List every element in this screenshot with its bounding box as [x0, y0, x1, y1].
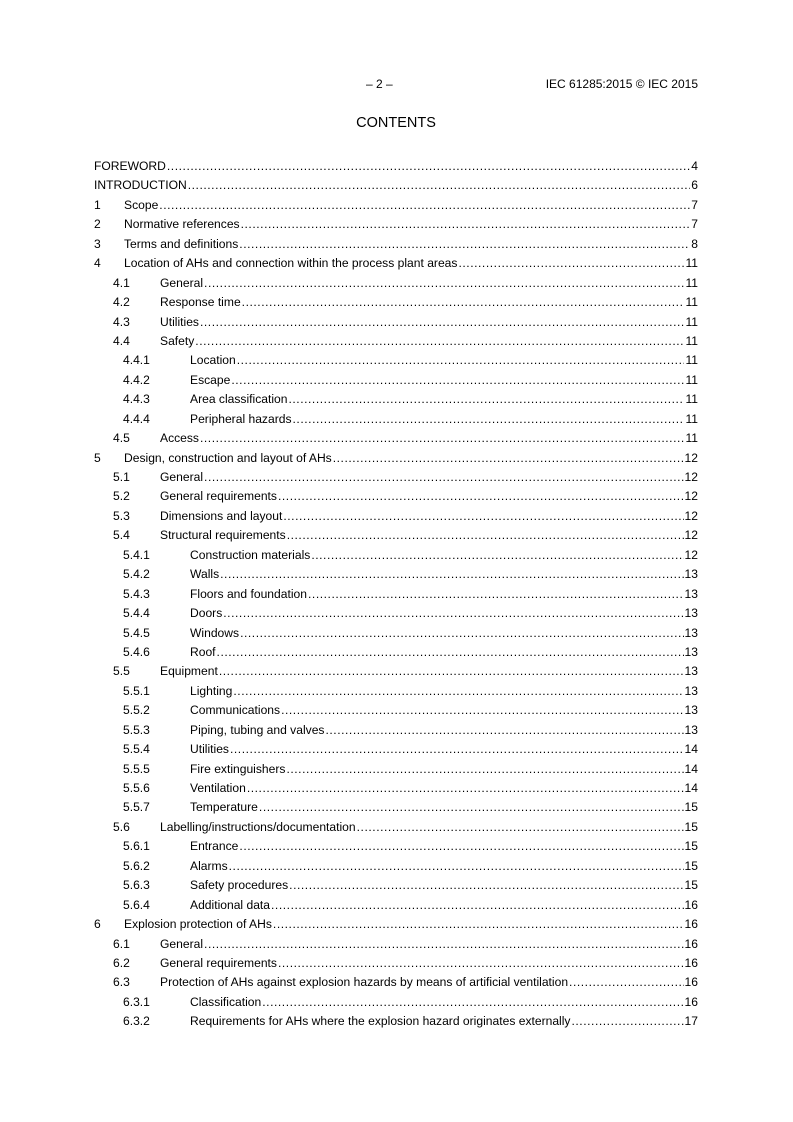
toc-entry[interactable] — [94, 429, 698, 448]
toc-entry-number: 6.3 — [113, 975, 130, 990]
toc-entry-page: 16 — [684, 897, 698, 912]
toc-entry-number: 5.4.6 — [123, 644, 150, 659]
toc-entry-title: General requirements — [160, 489, 277, 504]
toc-entry-number: 5.4.3 — [123, 586, 150, 601]
toc-entry-line — [124, 254, 698, 273]
toc-entry[interactable] — [94, 293, 698, 312]
dot-leader — [200, 313, 684, 332]
toc-entry-line — [160, 429, 698, 448]
toc-entry-number: 5.4.1 — [123, 547, 150, 562]
toc-entry-number: 2 — [94, 217, 101, 232]
toc-entry-page: 11 — [685, 431, 698, 446]
toc-entry-page: 13 — [684, 644, 698, 659]
dot-leader — [204, 468, 684, 487]
toc-entry[interactable] — [94, 351, 698, 370]
toc-entry-line — [190, 779, 698, 798]
toc-entry-page: 16 — [684, 994, 698, 1009]
toc-entry-line — [190, 701, 698, 720]
toc-entry-title: Explosion protection of AHs — [124, 917, 272, 932]
dot-leader — [188, 176, 691, 195]
toc-entry-title: Scope — [124, 197, 159, 212]
toc-entry-line — [160, 526, 698, 545]
toc-entry-number: 5.3 — [113, 508, 130, 523]
toc-entry-line — [160, 487, 698, 506]
toc-entry-number: 5.6 — [113, 819, 130, 834]
toc-entry-title: Utilities — [190, 742, 229, 757]
toc-entry-title: Structural requirements — [160, 528, 286, 543]
toc-entry-page: 13 — [684, 722, 698, 737]
toc-entry-line — [124, 449, 698, 468]
toc-entry[interactable] — [94, 643, 698, 662]
toc-entry-line — [190, 760, 698, 779]
toc-entry-title: Windows — [190, 625, 240, 640]
toc-entry-line — [160, 332, 698, 351]
toc-entry-line — [190, 798, 698, 817]
toc-entry[interactable] — [94, 779, 698, 798]
toc-entry-page: 8 — [691, 236, 698, 251]
toc-entry-page: 11 — [685, 295, 698, 310]
toc-entry[interactable] — [94, 176, 698, 195]
toc-entry-number: 6.3.1 — [123, 994, 150, 1009]
toc-entry-page: 4 — [691, 159, 698, 173]
toc-entry-title: Location of AHs and connection within the process plant areas — [124, 256, 458, 271]
toc-entry[interactable] — [94, 390, 698, 409]
toc-entry[interactable] — [94, 468, 698, 487]
toc-entry-page: 12 — [684, 450, 698, 465]
toc-entry-number: 4.2 — [113, 295, 130, 310]
toc-entry-page: 12 — [684, 470, 698, 484]
dot-leader — [167, 157, 690, 176]
dot-leader — [357, 818, 684, 837]
toc-entry-line — [190, 721, 698, 740]
toc-entry-line — [190, 837, 698, 856]
toc-entry-line — [160, 662, 698, 681]
dot-leader — [311, 546, 683, 565]
dot-leader — [230, 740, 684, 759]
dot-leader — [569, 973, 684, 992]
toc-entry-title: Location — [190, 353, 236, 368]
toc-entry-page: 12 — [684, 489, 698, 504]
dot-leader — [223, 604, 683, 623]
toc-entry-number: 6.1 — [113, 936, 130, 951]
dot-leader — [286, 760, 683, 779]
toc-entry-number: 5.6.4 — [123, 897, 150, 912]
toc-entry-title: General — [160, 936, 204, 951]
toc-entry-page: 7 — [691, 217, 698, 232]
toc-entry-title: Roof — [190, 644, 216, 659]
toc-entry[interactable] — [94, 1012, 698, 1031]
toc-entry-title: Normative references — [124, 217, 240, 232]
toc-entry-line — [124, 915, 698, 934]
toc-entry-page: 13 — [684, 683, 698, 698]
toc-entry[interactable] — [94, 487, 698, 506]
toc-entry-number: 1 — [94, 197, 101, 212]
toc-entry-title: Equipment — [160, 664, 218, 679]
toc-entry-page: 12 — [684, 547, 698, 562]
dot-leader — [229, 857, 684, 876]
toc-entry-page: 13 — [684, 703, 698, 718]
toc-entry-title: Safety procedures — [190, 878, 289, 893]
toc-entry-title: Floors and foundation — [190, 586, 307, 601]
toc-entry-page: 13 — [684, 625, 698, 640]
toc-entry-page: 16 — [684, 936, 698, 951]
toc-entry[interactable] — [94, 215, 698, 234]
toc-entry-page: 15 — [684, 839, 698, 854]
toc-entry-title: FOREWORD — [94, 159, 166, 173]
toc-entry-page: 13 — [684, 664, 698, 679]
toc-entry-number: 4.4.1 — [123, 353, 150, 368]
dot-leader — [273, 915, 684, 934]
toc-entry-title: Lighting — [190, 683, 233, 698]
toc-entry[interactable] — [94, 604, 698, 623]
dot-leader — [233, 682, 683, 701]
toc-entry-title: Labelling/instructions/documentation — [160, 819, 356, 834]
toc-entry-number: 5.5.4 — [123, 742, 150, 757]
dot-leader — [231, 371, 684, 390]
toc-entry-line — [160, 818, 698, 837]
toc-entry-line — [94, 176, 698, 195]
toc-entry-page: 15 — [684, 878, 698, 893]
toc-entry-line — [160, 507, 698, 526]
toc-entry-number: 5.4.5 — [123, 625, 150, 640]
toc-entry-page: 11 — [685, 333, 698, 348]
toc-entry-line — [124, 235, 698, 254]
toc-entry-line — [190, 740, 698, 759]
toc-entry-line — [190, 682, 698, 701]
toc-entry-line — [160, 274, 698, 293]
toc-entry-line — [190, 896, 698, 915]
dot-leader — [288, 390, 684, 409]
toc-entry-page: 14 — [684, 742, 698, 757]
toc-entry-title: Requirements for AHs where the explosion hazard originates externally — [190, 1014, 571, 1029]
toc-entry-number: 4.5 — [113, 431, 130, 446]
toc-entry[interactable] — [94, 818, 698, 837]
toc-entry-number: 5.1 — [113, 470, 130, 484]
dot-leader — [287, 526, 684, 545]
toc-entry-title: Terms and definitions — [124, 236, 239, 251]
toc-entry[interactable] — [94, 585, 698, 604]
dot-leader — [247, 779, 684, 798]
dot-leader — [289, 876, 683, 895]
toc-entry-title: General — [160, 470, 204, 484]
toc-entry-title: Alarms — [190, 858, 228, 873]
toc-entry-line — [190, 390, 698, 409]
toc-entry-title: Access — [160, 431, 199, 446]
toc-entry-title: Additional data — [190, 897, 271, 912]
toc-entry[interactable] — [94, 274, 698, 293]
toc-entry-number: 5.5.5 — [123, 761, 150, 776]
toc-entry-line — [190, 1012, 698, 1031]
toc-entry[interactable] — [94, 565, 698, 584]
toc-entry-title: Piping, tubing and valves — [190, 722, 325, 737]
toc-entry-number: 4.1 — [113, 275, 130, 290]
toc-entry-page: 16 — [684, 975, 698, 990]
toc-entry-line — [190, 351, 698, 370]
toc-entry-number: 5.5.3 — [123, 722, 150, 737]
dot-leader — [262, 993, 683, 1012]
toc-entry-title: Escape — [190, 372, 231, 387]
toc-entry-title: Protection of AHs against explosion hazards by means of artificial ventilation — [160, 975, 569, 990]
toc-entry-number: 4.4.4 — [123, 411, 150, 426]
toc-entry[interactable] — [94, 682, 698, 701]
toc-entry-number: 3 — [94, 236, 101, 251]
toc-entry[interactable] — [94, 876, 698, 895]
toc-entry-page: 6 — [691, 178, 698, 193]
toc-entry[interactable] — [94, 546, 698, 565]
toc-entry-number: 5.4 — [113, 528, 130, 543]
page-title: CONTENTS — [356, 115, 436, 131]
dot-leader — [293, 410, 685, 429]
toc-entry[interactable] — [94, 896, 698, 915]
toc-entry[interactable] — [94, 740, 698, 759]
toc-entry[interactable] — [94, 993, 698, 1012]
toc-entry-line — [190, 410, 698, 429]
dot-leader — [278, 487, 684, 506]
toc-entry[interactable] — [94, 624, 698, 643]
toc-entry[interactable] — [94, 157, 698, 176]
page-header — [94, 77, 698, 93]
toc-entry-page: 11 — [685, 256, 698, 271]
toc-entry-line — [160, 954, 698, 973]
toc-entry-number: 5.5.2 — [123, 703, 150, 718]
toc-entry-number: 6.3.2 — [123, 1014, 150, 1029]
toc-entry-page: 13 — [684, 567, 698, 582]
toc-entry[interactable] — [94, 857, 698, 876]
toc-entry[interactable] — [94, 701, 698, 720]
dot-leader — [241, 215, 691, 234]
toc-entry-line — [124, 196, 698, 215]
toc-entry-number: 5 — [94, 450, 101, 465]
toc-entry-line — [190, 643, 698, 662]
toc-entry[interactable] — [94, 760, 698, 779]
toc-entry-page: 15 — [684, 819, 698, 834]
toc-entry-line — [190, 371, 698, 390]
toc-entry-title: Doors — [190, 606, 223, 621]
toc-entry-line — [190, 857, 698, 876]
toc-entry-title: Area classification — [190, 392, 288, 407]
toc-entry-number: 6.2 — [113, 955, 130, 970]
toc-entry-title: Safety — [160, 333, 195, 348]
toc-entry-page: 13 — [684, 606, 698, 621]
dot-leader — [159, 196, 690, 215]
toc-entry[interactable] — [94, 798, 698, 817]
toc-entry-page: 13 — [684, 586, 698, 601]
toc-entry-line — [190, 624, 698, 643]
dot-leader — [271, 896, 684, 915]
toc-entry-page: 11 — [685, 353, 698, 368]
toc-entry-number: 5.6.3 — [123, 878, 150, 893]
toc-entry-page: 11 — [685, 392, 698, 407]
toc-entry[interactable] — [94, 449, 698, 468]
dot-leader — [239, 235, 690, 254]
toc-entry-line — [160, 293, 698, 312]
toc-entry-number: 4.4.3 — [123, 392, 150, 407]
toc-entry-page: 14 — [684, 781, 698, 795]
toc-entry[interactable] — [94, 526, 698, 545]
toc-entry-line — [190, 993, 698, 1012]
toc-entry-number: 4 — [94, 256, 101, 271]
toc-entry-page: 11 — [685, 372, 698, 387]
toc-entry-number: 6 — [94, 917, 101, 932]
dot-leader — [237, 351, 685, 370]
toc-entry[interactable] — [94, 721, 698, 740]
document-reference: IEC 61285:2015 © IEC 2015 — [545, 77, 698, 91]
dot-leader — [278, 954, 684, 973]
toc-entry-title: General — [160, 275, 204, 290]
toc-entry-page: 12 — [684, 528, 698, 543]
toc-entry[interactable] — [94, 235, 698, 254]
toc-entry-page: 16 — [684, 917, 698, 932]
toc-entry-line — [160, 468, 698, 487]
dot-leader — [219, 662, 684, 681]
toc-entry-page: 11 — [685, 314, 698, 329]
dot-leader — [239, 837, 683, 856]
toc-entry-title: Response time — [160, 295, 241, 310]
toc-entry-page: 11 — [685, 275, 698, 290]
dot-leader — [458, 254, 684, 273]
toc-entry-page: 15 — [684, 858, 698, 873]
toc-entry[interactable] — [94, 935, 698, 954]
toc-entry-title: INTRODUCTION — [94, 178, 187, 193]
dot-leader — [281, 701, 683, 720]
dot-leader — [259, 798, 684, 817]
toc-entry[interactable] — [94, 837, 698, 856]
toc-entry-number: 5.6.2 — [123, 858, 150, 873]
toc-entry-title: General requirements — [160, 955, 277, 970]
toc-entry-title: Communications — [190, 703, 281, 718]
toc-entry-line — [160, 935, 698, 954]
toc-entry-number: 5.4.4 — [123, 606, 150, 621]
dot-leader — [308, 585, 684, 604]
toc-entry[interactable] — [94, 410, 698, 429]
dot-leader — [240, 624, 683, 643]
toc-entry[interactable] — [94, 371, 698, 390]
toc-entry-number: 4.3 — [113, 314, 130, 329]
toc-entry-title: Utilities — [160, 314, 199, 329]
toc-entry-page: 17 — [684, 1014, 698, 1029]
toc-entry[interactable] — [94, 254, 698, 273]
toc-entry-line — [190, 565, 698, 584]
toc-entry-page: 11 — [685, 411, 698, 426]
table-of-contents — [94, 157, 698, 1032]
toc-entry[interactable] — [94, 915, 698, 934]
toc-entry-page: 15 — [684, 800, 698, 815]
toc-entry-title: Fire extinguishers — [190, 761, 286, 776]
toc-entry-number: 5.4.2 — [123, 567, 150, 582]
toc-entry[interactable] — [94, 507, 698, 526]
dot-leader — [217, 643, 684, 662]
toc-entry-line — [190, 604, 698, 623]
dot-leader — [283, 507, 683, 526]
toc-entry-title: Entrance — [190, 839, 239, 854]
toc-entry-number: 5.6.1 — [123, 839, 150, 854]
toc-entry-title: Walls — [190, 567, 220, 582]
toc-entry-number: 5.5 — [113, 664, 130, 679]
toc-entry-number: 5.5.1 — [123, 683, 150, 698]
toc-entry-line — [190, 876, 698, 895]
dot-leader — [325, 721, 683, 740]
toc-entry[interactable] — [94, 313, 698, 332]
toc-entry-title: Temperature — [190, 800, 258, 815]
dot-leader — [220, 565, 683, 584]
toc-entry-line — [190, 546, 698, 565]
toc-entry-number: 4.4 — [113, 333, 130, 348]
toc-entry-number: 4.4.2 — [123, 372, 150, 387]
toc-entry-page: 12 — [684, 508, 698, 523]
toc-entry-title: Classification — [190, 994, 262, 1009]
toc-entry[interactable] — [94, 332, 698, 351]
dot-leader — [204, 274, 684, 293]
toc-entry-number: 5.5.6 — [123, 781, 150, 795]
toc-entry[interactable] — [94, 973, 698, 992]
toc-entry-page: 14 — [684, 761, 698, 776]
toc-entry-line — [160, 313, 698, 332]
dot-leader — [571, 1012, 683, 1031]
dot-leader — [195, 332, 684, 351]
toc-entry-line — [124, 215, 698, 234]
toc-entry-title: Ventilation — [190, 781, 246, 795]
toc-entry-title: Construction materials — [190, 547, 311, 562]
toc-entry-line — [190, 585, 698, 604]
toc-entry-line — [160, 973, 698, 992]
toc-entry-title: Dimensions and layout — [160, 508, 283, 523]
dot-leader — [204, 935, 684, 954]
toc-entry[interactable] — [94, 954, 698, 973]
toc-entry-title: Peripheral hazards — [190, 411, 292, 426]
dot-leader — [242, 293, 685, 312]
toc-entry-page: 7 — [691, 197, 698, 212]
page-number: – 2 – — [366, 77, 393, 91]
dot-leader — [200, 429, 684, 448]
toc-entry-title: Design, construction and layout of AHs — [124, 450, 332, 465]
toc-entry[interactable] — [94, 196, 698, 215]
toc-entry-line — [94, 157, 698, 176]
toc-entry-number: 5.5.7 — [123, 800, 150, 815]
toc-entry-page: 16 — [684, 955, 698, 970]
toc-entry-number: 5.2 — [113, 489, 130, 504]
toc-entry[interactable] — [94, 662, 698, 681]
dot-leader — [333, 449, 684, 468]
